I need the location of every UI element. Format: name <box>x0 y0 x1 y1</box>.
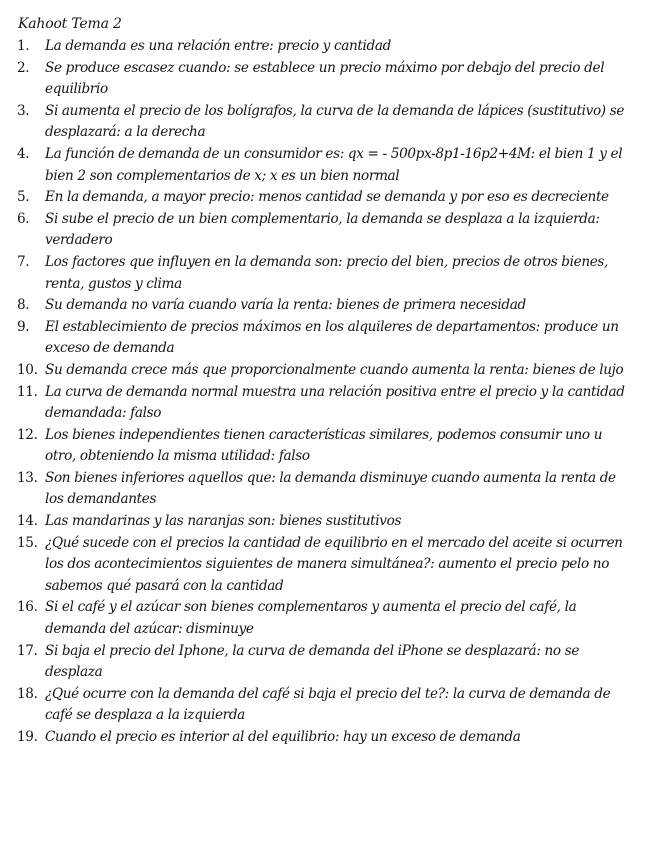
item-text: El establecimiento de precios máximos en los alquileres de departamentos: produce un exceso de demanda <box>45 318 619 357</box>
item-number: 8. <box>17 297 30 314</box>
item-number: 6. <box>17 210 30 227</box>
item-number: 13. <box>17 469 38 486</box>
question-list <box>17 36 634 749</box>
item-number: 14. <box>17 513 38 530</box>
item-text: Las mandarinas y las naranjas son: bienes sustitutivos <box>45 513 402 530</box>
item-text: ¿Qué sucede con el precios la cantidad de equilibrio en el mercado del aceite si ocurren los dos acontecimientos siguientes de manera simultánea?: aumento el precio pelo no sabemos qué pasará con la cantidad <box>45 534 623 594</box>
list-item <box>17 101 634 144</box>
item-number: 12. <box>17 426 38 443</box>
item-number: 10. <box>17 361 38 378</box>
item-number: 9. <box>17 318 30 335</box>
list-item <box>17 684 634 727</box>
item-text: Son bienes inferiores aquellos que: la demanda disminuye cuando aumenta la renta de los demandantes <box>45 469 616 508</box>
item-text: La demanda es una relación entre: precio y cantidad <box>45 38 391 54</box>
item-number: 1. <box>17 38 30 54</box>
item-text: Se produce escasez cuando: se establece un precio máximo por debajo del precio del equilibrio <box>45 59 605 98</box>
item-text: En la demanda, a mayor precio: menos cantidad se demanda y por eso es decreciente <box>45 189 609 206</box>
list-item <box>17 58 634 101</box>
item-number: 4. <box>17 145 30 162</box>
list-item <box>17 641 634 684</box>
list-item <box>17 209 634 252</box>
item-number: 18. <box>17 685 38 702</box>
list-item <box>17 360 634 382</box>
item-text: Su demanda crece más que proporcionalmente cuando aumenta la renta: bienes de lujo <box>45 361 624 378</box>
list-item <box>17 252 634 295</box>
list-item <box>17 511 634 533</box>
item-number: 15. <box>17 534 38 551</box>
list-item <box>17 382 634 425</box>
item-number: 3. <box>17 102 30 119</box>
item-number: 7. <box>17 253 30 270</box>
list-item <box>17 317 634 360</box>
item-text: Si el café y el azúcar son bienes complementaros y aumenta el precio del café, la demanda del azúcar: disminuye <box>45 599 577 638</box>
list-item <box>17 597 634 640</box>
list-item <box>17 533 634 598</box>
item-number: 2. <box>17 59 30 76</box>
item-text: Si aumenta el precio de los bolígrafos, la curva de la demanda de lápices (sustitutivo) se desplazará: a la derecha <box>45 102 625 141</box>
item-number: 11. <box>17 383 38 400</box>
list-item <box>17 425 634 468</box>
list-item <box>17 295 634 317</box>
item-text: ¿Qué ocurre con la demanda del café si baja el precio del te?: la curva de demanda de café se desplaza a la izquierda <box>45 685 611 724</box>
list-item <box>17 468 634 511</box>
item-text: La función de demanda de un consumidor es: qx = - 500px-8p1-16p2+4M: el bien 1 y el bien 2 son complementarios de x; x es un bien normal <box>45 145 623 184</box>
item-text: Si sube el precio de un bien complementario, la demanda se desplaza a la izquierda: verdadero <box>45 210 600 249</box>
item-number: 19. <box>17 729 38 745</box>
item-text: Los factores que influyen en la demanda son: precio del bien, precios de otros bienes, renta, gustos y clima <box>45 253 609 292</box>
document-title: Kahoot Tema 2 <box>18 16 122 32</box>
item-text: Los bienes independientes tienen características similares, podemos consumir uno u otro, obteniendo la misma utilidad: falso <box>45 426 603 465</box>
list-item <box>17 187 634 209</box>
list-item <box>17 36 634 58</box>
item-text: La curva de demanda normal muestra una relación positiva entre el precio y la cantidad demandada: falso <box>45 383 625 422</box>
item-text: Si baja el precio del Iphone, la curva de demanda del iPhone se desplazará: no se desplaza <box>45 642 580 681</box>
item-text: Cuando el precio es interior al del equilibrio: hay un exceso de demanda <box>45 729 521 745</box>
item-text: Su demanda no varía cuando varía la renta: bienes de primera necesidad <box>45 297 526 314</box>
item-number: 16. <box>17 599 38 616</box>
list-item <box>17 144 634 187</box>
item-number: 17. <box>17 642 38 659</box>
list-item <box>17 727 634 749</box>
item-number: 5. <box>17 189 30 206</box>
